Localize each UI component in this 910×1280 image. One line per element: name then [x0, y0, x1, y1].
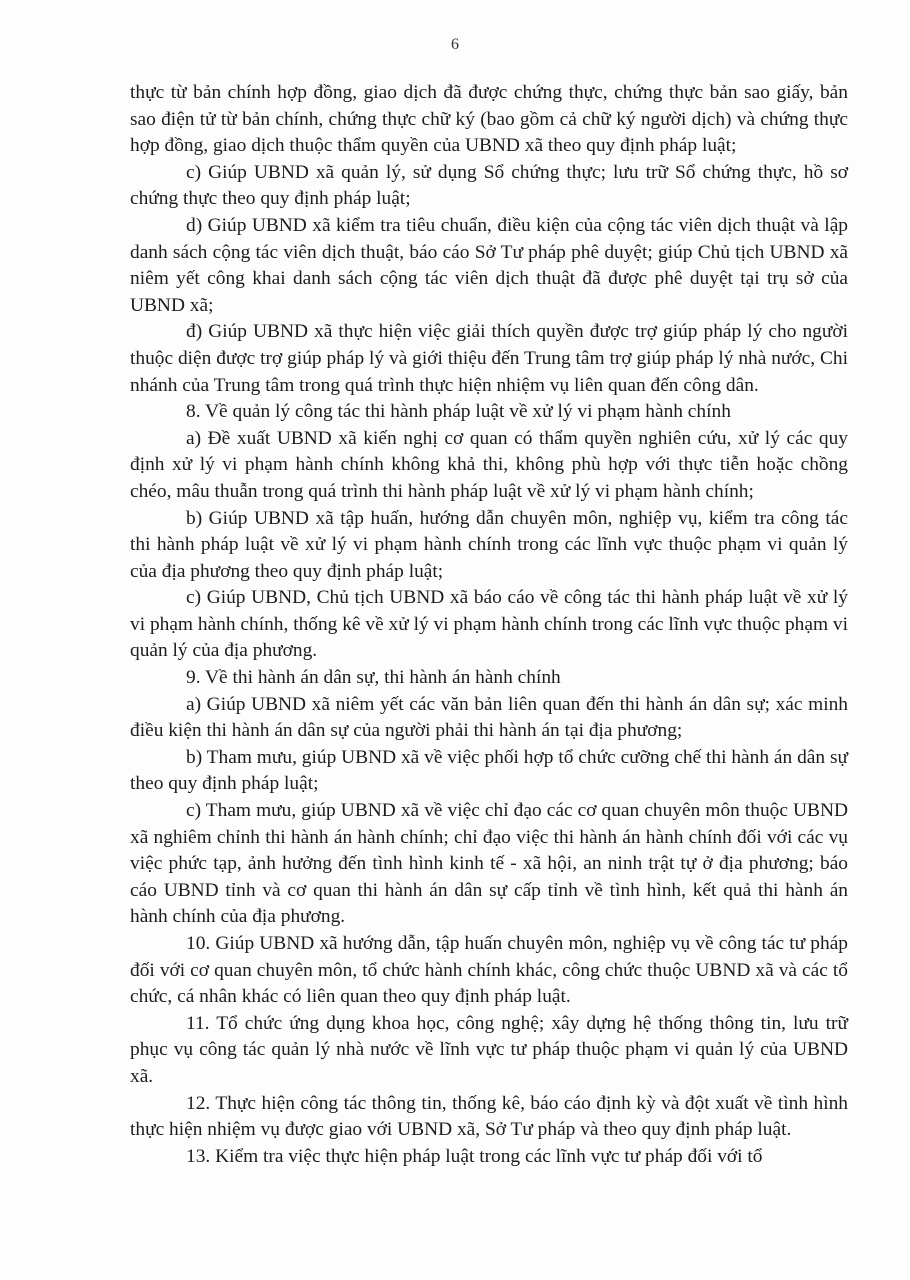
paragraph: 8. Về quản lý công tác thi hành pháp luật về xử lý vi phạm hành chính: [186, 401, 731, 423]
paragraph: d) Giúp UBND xã kiểm tra tiêu chuẩn, điều kiện của cộng tác viên dịch thuật và lập danh sách cộng tác viên dịch thuật, báo cáo Sở Tư pháp phê duyệt; giúp Chủ tịch UBND xã niêm yết công khai danh sách cộng tác viên dịch thuật đã được phê duyệt tại trụ sở của UBND xã;: [130, 214, 848, 316]
paragraph: 11. Tổ chức ứng dụng khoa học, công nghệ; xây dựng hệ thống thông tin, lưu trữ phục vụ công tác quản lý nhà nước về lĩnh vực tư pháp thuộc phạm vi quản lý của UBND xã.: [130, 1012, 848, 1087]
paragraph: thực từ bản chính hợp đồng, giao dịch đã được chứng thực, chứng thực bản sao giấy, bản sao điện tử từ bản chính, chứng thực chữ ký (bao gồm cả chữ ký người dịch) và chứng thực hợp đồng, giao dịch thuộc thẩm quyền của UBND xã theo quy định pháp luật;: [130, 82, 848, 157]
paragraph: c) Tham mưu, giúp UBND xã về việc chỉ đạo các cơ quan chuyên môn thuộc UBND xã nghiêm chỉnh thi hành án hành chính; chỉ đạo việc thi hành án hành chính đối với các vụ việc phức tạp, ảnh hưởng đến tình hình kinh tế - xã hội, an ninh trật tự ở địa phương; báo cáo UBND tỉnh và cơ quan thi hành án dân sự cấp tỉnh về tình hình, kết quả thi hành án hành chính của địa phương.: [130, 800, 848, 928]
paragraph: 10. Giúp UBND xã hướng dẫn, tập huấn chuyên môn, nghiệp vụ về công tác tư pháp đối với cơ quan chuyên môn, tổ chức hành chính khác, công chức thuộc UBND xã và các tổ chức, cá nhân khác có liên quan theo quy định pháp luật.: [130, 933, 848, 1008]
paragraph: c) Giúp UBND, Chủ tịch UBND xã báo cáo về công tác thi hành pháp luật về xử lý vi phạm hành chính, thống kê về xử lý vi phạm hành chính trong các lĩnh vực thuộc phạm vi quản lý của địa phương.: [130, 587, 848, 662]
page-number: 6: [451, 36, 459, 53]
paragraph: 12. Thực hiện công tác thông tin, thống kê, báo cáo định kỳ và đột xuất về tình hình thực hiện nhiệm vụ được giao với UBND xã, Sở Tư pháp và theo quy định pháp luật.: [130, 1092, 848, 1141]
paragraph: a) Đề xuất UBND xã kiến nghị cơ quan có thẩm quyền nghiên cứu, xử lý các quy định xử lý vi phạm hành chính không khả thi, không phù hợp với thực tiễn hoặc chồng chéo, mâu thuẫn trong quá trình thi hành pháp luật về xử lý vi phạm hành chính;: [130, 427, 848, 502]
paragraph: đ) Giúp UBND xã thực hiện việc giải thích quyền được trợ giúp pháp lý cho người thuộc diện được trợ giúp pháp lý và giới thiệu đến Trung tâm trợ giúp pháp lý nhà nước, Chi nhánh của Trung tâm trong quá trình thực hiện nhiệm vụ liên quan đến công dân.: [130, 321, 848, 396]
paragraph: a) Giúp UBND xã niêm yết các văn bản liên quan đến thi hành án dân sự; xác minh điều kiện thi hành án dân sự của người phải thi hành án tại địa phương;: [130, 693, 848, 742]
paragraph: b) Giúp UBND xã tập huấn, hướng dẫn chuyên môn, nghiệp vụ, kiểm tra công tác thi hành pháp luật về xử lý vi phạm hành chính trong các lĩnh vực thuộc phạm vi quản lý của địa phương theo quy định pháp luật;: [130, 507, 848, 582]
paragraph: 9. Về thi hành án dân sự, thi hành án hành chính: [186, 667, 561, 689]
paragraph: b) Tham mưu, giúp UBND xã về việc phối hợp tổ chức cưỡng chế thi hành án dân sự theo quy định pháp luật;: [130, 746, 848, 795]
paragraph: 13. Kiểm tra việc thực hiện pháp luật trong các lĩnh vực tư pháp đối với tổ: [186, 1145, 763, 1167]
document-body: [130, 80, 848, 1170]
paragraph: c) Giúp UBND xã quản lý, sử dụng Sổ chứng thực; lưu trữ Sổ chứng thực, hồ sơ chứng thực theo quy định pháp luật;: [130, 161, 848, 210]
